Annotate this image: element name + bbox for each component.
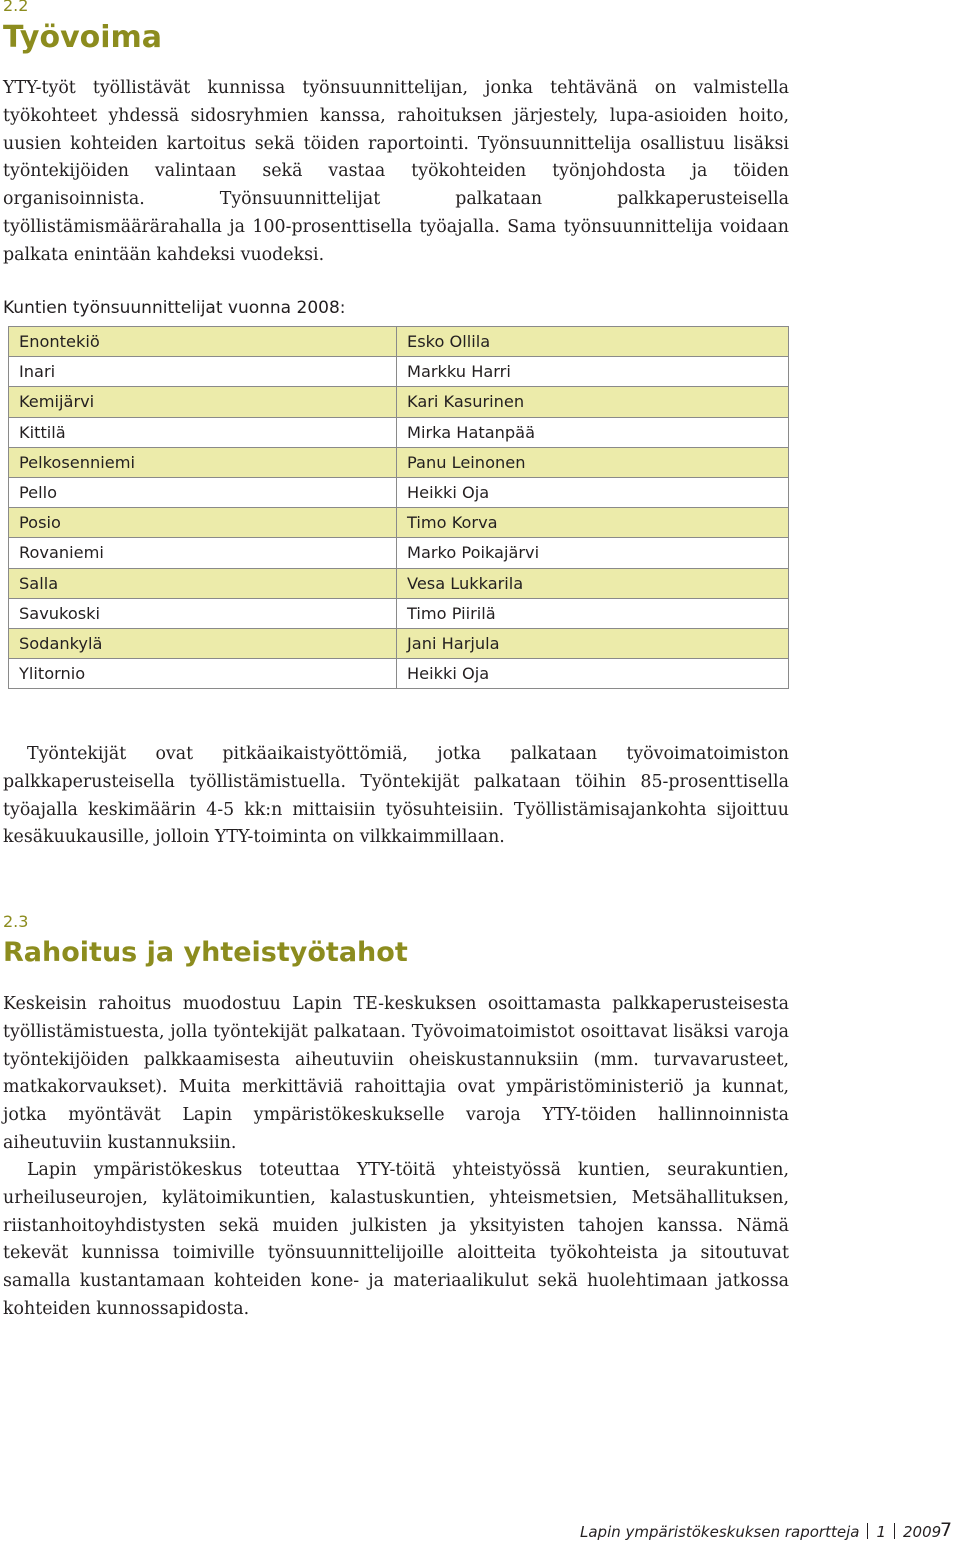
publication-year: 2009 — [902, 1523, 942, 1541]
table-row — [9, 447, 789, 477]
planner-name-cell: Esko Ollila — [397, 327, 789, 357]
section-number: 2.3 — [3, 912, 29, 931]
section-title: Työvoima — [3, 20, 163, 55]
municipality-cell: Pelkosenniemi — [9, 447, 397, 477]
municipality-cell: Inari — [9, 357, 397, 387]
municipality-cell: Salla — [9, 568, 397, 598]
planner-name-cell: Heikki Oja — [397, 659, 789, 689]
planner-name-cell: Mirka Hatanpää — [397, 417, 789, 447]
table-row — [9, 508, 789, 538]
page-number: 7 — [940, 1519, 953, 1541]
planner-name-cell: Heikki Oja — [397, 477, 789, 507]
section-title: Rahoitus ja yhteistyötahot — [3, 937, 408, 968]
table-row — [9, 628, 789, 658]
planner-name-cell: Timo Piirilä — [397, 598, 789, 628]
table-row — [9, 598, 789, 628]
footer-separator — [867, 1523, 868, 1539]
footer-separator — [894, 1523, 895, 1539]
body-paragraph: Keskeisin rahoitus muodostuu Lapin TE-keskuksen osoittamasta palkkaperusteisesta työllistämistuesta, jolla työntekijät palkataan. Työvoimatoimistot osoittavat lisäksi varoja työntekijöiden palkkaamisesta aiheutuviin oheiskustannuksiin (mm. turvavarusteet, matkakorvaukset). Muita merkittäviä rahoittajia ovat ympäristöministeriö ja kunnat, jotka myöntävät Lapin ympäristökeskukselle varoja YTY-töiden hallinnoinnista aiheutuviin kustannuksiin. — [3, 994, 789, 1153]
table-row — [9, 327, 789, 357]
municipality-cell: Posio — [9, 508, 397, 538]
planner-name-cell: Vesa Lukkarila — [397, 568, 789, 598]
municipality-cell: Rovaniemi — [9, 538, 397, 568]
table-row — [9, 357, 789, 387]
planner-name-cell: Kari Kasurinen — [397, 387, 789, 417]
section-number: 2.2 — [3, 0, 29, 15]
table-row — [9, 659, 789, 689]
table-row — [9, 387, 789, 417]
table-row — [9, 417, 789, 447]
municipality-cell: Sodankylä — [9, 628, 397, 658]
body-paragraph: Lapin ympäristökeskus toteuttaa YTY-töitä yhteistyössä kuntien, seurakuntien, urheiluseurojen, kylätoimikuntien, kalastuskuntien, yhteismetsien, Metsähallituksen, riistanhoitoyhdistysten sekä muiden julkisten ja yksityisten tahojen kanssa. Nämä tekevät kunnissa toimiville työnsuunnittelijoille aloitteita työkohteista ja sitoutuvat samalla kustantamaan kohteiden kone- ja materiaalikulut sekä huolehtimaan jatkossa kohteiden kunnossapidosta. — [3, 1160, 789, 1319]
table-row — [9, 477, 789, 507]
municipality-cell: Ylitornio — [9, 659, 397, 689]
planner-name-cell: Marko Poikajärvi — [397, 538, 789, 568]
planner-name-cell: Panu Leinonen — [397, 447, 789, 477]
table-row — [9, 538, 789, 568]
table-caption: Kuntien työnsuunnittelijat vuonna 2008: — [3, 298, 346, 318]
planner-name-cell: Jani Harjula — [397, 628, 789, 658]
municipality-cell: Pello — [9, 477, 397, 507]
issue-number: 1 — [876, 1523, 886, 1541]
body-paragraph: Työntekijät ovat pitkäaikaistyöttömiä, jotka palkataan työvoimatoimiston palkkaperusteisella työllistämistuella. Työntekijät palkataan töihin 85-prosenttisella työajalla keskimäärin 4-5 kk:n mittaisiin työsuhteisiin. Työllistämisajankohta sijoittuu kesäkuukausille, jolloin YTY-toiminta on vilkkaimmillaan. — [3, 744, 789, 848]
running-footer — [580, 1523, 941, 1541]
municipality-cell: Kittilä — [9, 417, 397, 447]
municipality-cell: Savukoski — [9, 598, 397, 628]
municipality-cell: Enontekiö — [9, 327, 397, 357]
municipality-cell: Kemijärvi — [9, 387, 397, 417]
table-row — [9, 568, 789, 598]
body-paragraph: YTY-työt työllistävät kunnissa työnsuunnittelijan, jonka tehtävänä on valmistella työkohteet yhdessä sidosryhmien kanssa, rahoituksen järjestely, lupa-asioiden hoito, uusien kohteiden kartoitus sekä töiden raportointi. Työnsuunnittelija osallistuu lisäksi työntekijöiden valintaan sekä vastaa työkohteiden työnjohdosta ja töiden organisoinnista. Työnsuunnittelijat palkataan palkkaperusteisella työllistämismäärärahalla ja 100-prosenttisella työajalla. Sama työnsuunnittelija voidaan palkata enintään kahdeksi vuodeksi. — [3, 78, 789, 265]
planner-name-cell: Timo Korva — [397, 508, 789, 538]
planner-name-cell: Markku Harri — [397, 357, 789, 387]
staff-table — [8, 326, 789, 689]
publication-name: Lapin ympäristökeskuksen raportteja — [580, 1523, 860, 1541]
